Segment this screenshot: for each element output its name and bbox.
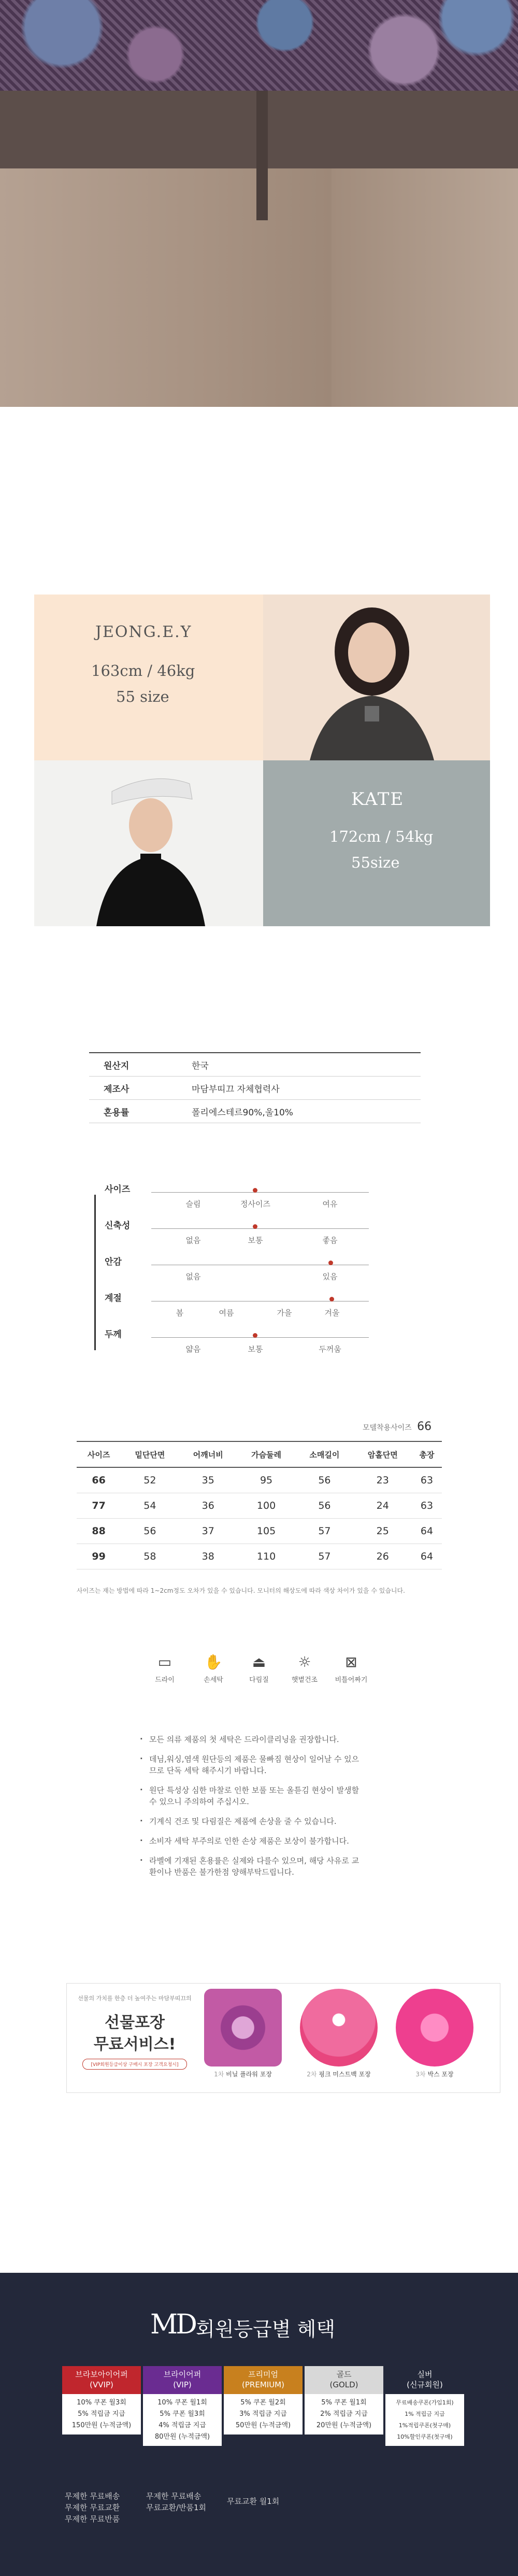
gift-label: 비닐 플라워 포장 xyxy=(226,2071,272,2078)
model1-text-panel xyxy=(34,595,263,760)
model1-size: 55 size xyxy=(116,688,169,705)
care-label: 드라이 xyxy=(155,1676,175,1684)
size-header-cell: 밑단단면 xyxy=(121,1441,179,1467)
grade-perk: 150만원 (누적금액) xyxy=(71,2422,132,2429)
care-item-wring xyxy=(330,1653,372,1684)
model-info-section xyxy=(34,595,490,926)
size-table xyxy=(77,1441,442,1569)
fit-row-stretch xyxy=(89,1218,379,1249)
grade-header xyxy=(143,2366,222,2394)
side-slit xyxy=(256,91,268,220)
size-cell: 36 xyxy=(179,1493,237,1519)
gift-photo-3 xyxy=(396,1989,473,2067)
size-header-cell: 소매길이 xyxy=(295,1441,353,1467)
grade-col-vvip xyxy=(62,2366,141,2435)
size-header-cell: 암홀단면 xyxy=(354,1441,412,1467)
info-key: 제조사 xyxy=(89,1077,192,1100)
size-cell: 63 xyxy=(412,1467,442,1493)
fit-row-lining xyxy=(89,1254,379,1285)
info-row-maker xyxy=(89,1077,421,1100)
size-cell: 100 xyxy=(237,1493,295,1519)
grade-tier: (VIP) xyxy=(173,2380,192,2389)
grade-tier: (VVIP) xyxy=(90,2380,113,2389)
care-note: · 기계식 건조 및 다림질은 제품에 손상을 줄 수 있습니다. xyxy=(140,1816,363,1827)
fit-line xyxy=(151,1228,369,1229)
fit-option: 있음 xyxy=(322,1272,338,1281)
fit-selected-heart-icon xyxy=(328,1261,333,1265)
size-cell: 58 xyxy=(121,1544,179,1569)
grade-name: 프리미엄 xyxy=(248,2370,278,2379)
gift-intro: 선물의 가치를 한층 더 높여주는 마담부띠끄의 xyxy=(78,1995,192,2002)
grade-tier: (신규회원) xyxy=(407,2380,443,2389)
fit-row-thickness xyxy=(89,1327,379,1358)
gift-num: 1차 xyxy=(214,2071,224,2078)
grade-perk: 3% 적립금 지급 xyxy=(239,2410,287,2418)
extra-perks-vvip xyxy=(65,2490,142,2525)
membership-title: 회원등급별 혜택 xyxy=(196,2318,336,2341)
model2-name: KATE xyxy=(351,789,405,810)
fit-option: 보통 xyxy=(248,1236,263,1245)
grade-perks xyxy=(143,2394,222,2446)
grade-perk: 50만원 (누적금액) xyxy=(235,2422,291,2429)
model-size-label: 모델착용사이즈 xyxy=(363,1424,412,1432)
size-cell: 99 xyxy=(77,1544,121,1569)
fit-option: 보통 xyxy=(248,1344,263,1354)
grade-perk: 4% 적립금 지급 xyxy=(159,2422,206,2429)
gift-photo-1 xyxy=(204,1989,282,2067)
model1-portrait xyxy=(263,595,490,760)
size-cell: 66 xyxy=(77,1467,121,1493)
care-note: · 모든 의류 제품의 첫 세탁은 드라이클리닝을 권장합니다. xyxy=(140,1734,363,1745)
info-value: 한국 xyxy=(192,1053,421,1077)
size-cell: 35 xyxy=(179,1467,237,1493)
size-table-row xyxy=(77,1544,442,1569)
fit-option: 여유 xyxy=(322,1199,338,1209)
fit-option: 겨울 xyxy=(324,1308,340,1318)
grade-perk: 2% 적립금 지급 xyxy=(320,2410,368,2418)
grade-perk: 10%할인쿠폰(첫구매) xyxy=(397,2433,453,2440)
size-cell: 25 xyxy=(354,1519,412,1544)
care-label: 햇볕건조 xyxy=(291,1676,318,1684)
size-cell: 56 xyxy=(295,1467,353,1493)
fit-option: 슬림 xyxy=(185,1199,201,1209)
md-logo: MD xyxy=(150,2309,195,2340)
model2-height-weight: 172cm / 54kg xyxy=(329,828,434,845)
fit-option: 가을 xyxy=(277,1308,292,1318)
grade-col-vip xyxy=(143,2366,222,2446)
extra-perks-premium xyxy=(227,2496,305,2507)
product-info-table xyxy=(89,1052,421,1123)
size-note: 사이즈는 재는 방법에 따라 1~2cm정도 오차가 있을 수 있습니다. 모니터의 해상도에 따라 색상 차이가 있을 수 있습니다. xyxy=(77,1587,405,1594)
model-size-caption xyxy=(363,1420,431,1433)
paisley-pattern-fabric xyxy=(0,0,518,91)
grade-perk: 5% 적립금 지급 xyxy=(78,2410,125,2418)
size-cell: 38 xyxy=(179,1544,237,1569)
pants-area-left xyxy=(0,168,332,407)
gift-label: 핑크 미스트백 포장 xyxy=(319,2071,371,2078)
fit-row-season xyxy=(89,1291,379,1322)
model-size-value: 66 xyxy=(417,1420,432,1433)
iron-icon: ⏏ xyxy=(252,1653,266,1671)
fit-label: 계절 xyxy=(105,1293,122,1304)
size-cell: 110 xyxy=(237,1544,295,1569)
size-cell: 64 xyxy=(412,1544,442,1569)
extra-perk: 무제한 무료반품 xyxy=(65,2514,120,2524)
care-note: · 라벨에 기재된 혼용률은 실제와 다를수 있으며, 해당 사유로 교환이나 반품은 불가한점 양해부탁드립니다. xyxy=(140,1855,363,1878)
size-cell: 26 xyxy=(354,1544,412,1569)
grade-perks xyxy=(224,2394,303,2435)
fit-line xyxy=(151,1337,369,1338)
fit-option: 두꺼움 xyxy=(319,1344,341,1354)
size-cell: 57 xyxy=(295,1544,353,1569)
care-item-handwash xyxy=(193,1653,234,1684)
size-header-cell: 가슴둘레 xyxy=(237,1441,295,1467)
grade-name: 골드 xyxy=(336,2370,352,2379)
size-header-cell: 어깨너비 xyxy=(179,1441,237,1467)
fit-label: 두께 xyxy=(105,1329,122,1340)
care-notes xyxy=(140,1734,363,1886)
size-table-header xyxy=(77,1441,442,1467)
grade-perks xyxy=(385,2394,464,2446)
fit-option: 좋음 xyxy=(322,1236,338,1245)
size-cell: 52 xyxy=(121,1467,179,1493)
grade-perk: 10% 쿠폰 월1회 xyxy=(157,2399,207,2407)
size-table-row xyxy=(77,1519,442,1544)
size-cell: 77 xyxy=(77,1493,121,1519)
size-cell: 95 xyxy=(237,1467,295,1493)
info-value: 폴리에스테르90%,울10% xyxy=(192,1100,421,1123)
size-cell: 105 xyxy=(237,1519,295,1544)
care-item-dry xyxy=(144,1653,185,1684)
fit-selected-heart-icon xyxy=(253,1188,257,1193)
gift-option-3 xyxy=(388,1989,481,2078)
grade-perks xyxy=(62,2394,141,2435)
extra-perk: 무료교환 월1회 xyxy=(227,2497,280,2506)
fit-option: 여름 xyxy=(219,1308,234,1318)
info-key: 혼용률 xyxy=(89,1100,192,1123)
model1-name: JEONG.E.Y xyxy=(95,623,192,641)
grade-col-gold xyxy=(305,2366,383,2435)
grade-header xyxy=(224,2366,303,2394)
grade-perk: 5% 쿠폰 월2회 xyxy=(240,2399,286,2407)
model2-photo xyxy=(34,760,263,926)
pants-area-right xyxy=(332,168,518,407)
fit-label: 신축성 xyxy=(105,1221,131,1231)
fit-option: 봄 xyxy=(176,1308,184,1318)
gift-title-line1: 선물포장 xyxy=(105,2014,165,2032)
fit-line xyxy=(151,1192,369,1193)
grade-perk: 10% 쿠폰 월3회 xyxy=(77,2399,126,2407)
fit-option: 정사이즈 xyxy=(240,1199,270,1209)
model2-size: 55size xyxy=(351,854,400,871)
gift-num: 3차 xyxy=(415,2071,426,2078)
hand-wash-icon: ✋ xyxy=(204,1653,223,1671)
size-cell: 56 xyxy=(295,1493,353,1519)
size-cell: 88 xyxy=(77,1519,121,1544)
grade-perk: 1% 적립금 지급 xyxy=(405,2411,445,2417)
gift-option-1 xyxy=(196,1989,290,2078)
grade-name: 브라보아이어퍼 xyxy=(75,2370,128,2379)
size-cell: 63 xyxy=(412,1493,442,1519)
grade-name: 브라이어퍼 xyxy=(163,2370,202,2379)
sun-dry-icon: ☼ xyxy=(298,1653,311,1671)
extra-perks-vip xyxy=(146,2490,224,2513)
grade-perk: 1%적립쿠폰(첫구매) xyxy=(398,2422,451,2429)
care-item-sundry xyxy=(284,1653,325,1684)
grade-col-premium xyxy=(224,2366,303,2435)
grade-perk: 무료배송쿠폰(가입1회) xyxy=(396,2399,454,2406)
grade-perk: 5% 쿠폰 월3회 xyxy=(160,2410,205,2418)
grade-name: 실버 xyxy=(417,2370,433,2379)
gift-photo-2 xyxy=(300,1989,378,2067)
model2-text-panel xyxy=(263,760,490,926)
fit-selected-heart-icon xyxy=(253,1333,257,1338)
extra-perk: 무제한 무료배송 xyxy=(146,2492,202,2501)
grade-perk: 20만원 (누적금액) xyxy=(316,2422,372,2429)
size-cell: 24 xyxy=(354,1493,412,1519)
info-key: 원산지 xyxy=(89,1053,192,1077)
grade-tier: (GOLD) xyxy=(329,2380,358,2389)
grade-perk: 5% 쿠폰 월1회 xyxy=(321,2399,367,2407)
size-cell: 37 xyxy=(179,1519,237,1544)
fit-label: 사이즈 xyxy=(105,1184,131,1195)
size-cell: 57 xyxy=(295,1519,353,1544)
extra-perk: 무제한 무료배송 xyxy=(65,2492,120,2501)
care-label: 손세탁 xyxy=(204,1676,223,1684)
fit-option: 없음 xyxy=(185,1236,201,1245)
extra-perk: 무제한 무료교환 xyxy=(65,2503,120,2512)
fit-option: 얇음 xyxy=(185,1344,201,1354)
grade-col-silver xyxy=(385,2366,464,2446)
model2-portrait xyxy=(34,760,263,926)
care-note: · 원단 특성상 심한 마찰로 인한 보풀 또는 올튿김 현상이 발생할 수 있으니 주의하여 주십시오. xyxy=(140,1785,363,1807)
fit-selected-heart-icon xyxy=(253,1224,257,1229)
fit-label: 안감 xyxy=(105,1257,122,1267)
no-bleach-icon: ⊠ xyxy=(345,1653,357,1671)
fit-row-size xyxy=(89,1182,379,1213)
membership-section xyxy=(0,2273,518,2576)
grade-tier: (PREMIUM) xyxy=(242,2380,284,2389)
fit-option: 없음 xyxy=(185,1272,201,1281)
size-table-row xyxy=(77,1493,442,1519)
grade-header xyxy=(305,2366,383,2394)
size-cell: 54 xyxy=(121,1493,179,1519)
model1-photo xyxy=(263,595,490,760)
info-value: 마담부띠끄 자체협력사 xyxy=(192,1077,421,1100)
care-label: 다림질 xyxy=(249,1676,269,1684)
grade-header xyxy=(62,2366,141,2394)
fit-selected-heart-icon xyxy=(329,1297,334,1301)
model1-height-weight: 163cm / 46kg xyxy=(91,662,195,680)
size-cell: 56 xyxy=(121,1519,179,1544)
grade-perks xyxy=(305,2394,383,2435)
grade-perk: 80만원 (누적금액) xyxy=(154,2433,210,2441)
care-label: 비틀어짜기 xyxy=(335,1676,368,1684)
info-row-material xyxy=(89,1100,421,1123)
size-table-row xyxy=(77,1467,442,1493)
washtub-icon: ▭ xyxy=(157,1653,172,1671)
info-row-origin xyxy=(89,1053,421,1077)
care-note: · 데님,워싱,염색 원단등의 제품은 물빠짐 현상이 일어날 수 있으므로 단독 세탁 해주시기 바랍니다. xyxy=(140,1753,363,1776)
fit-chart xyxy=(89,1182,379,1358)
care-note: · 소비자 세탁 부주의로 인한 손상 제품은 보상이 불가합니다. xyxy=(140,1835,363,1847)
gift-option-2 xyxy=(292,1989,385,2078)
product-detail-photo xyxy=(0,0,518,407)
care-item-iron xyxy=(238,1653,280,1684)
gift-label: 박스 포장 xyxy=(427,2071,454,2078)
grade-header xyxy=(385,2366,464,2394)
size-cell: 64 xyxy=(412,1519,442,1544)
gift-wrap-banner xyxy=(66,1983,500,2093)
size-header-cell: 총장 xyxy=(412,1441,442,1467)
gift-num: 2차 xyxy=(307,2071,317,2078)
gift-title-line2: 무료서비스! xyxy=(93,2035,176,2054)
gift-badge: [VIP회원등급이상 구매시 포장 고객요청시] xyxy=(82,2059,187,2070)
size-cell: 23 xyxy=(354,1467,412,1493)
extra-perk: 무료교환/반품1회 xyxy=(146,2503,207,2512)
size-header-cell: 사이즈 xyxy=(77,1441,121,1467)
